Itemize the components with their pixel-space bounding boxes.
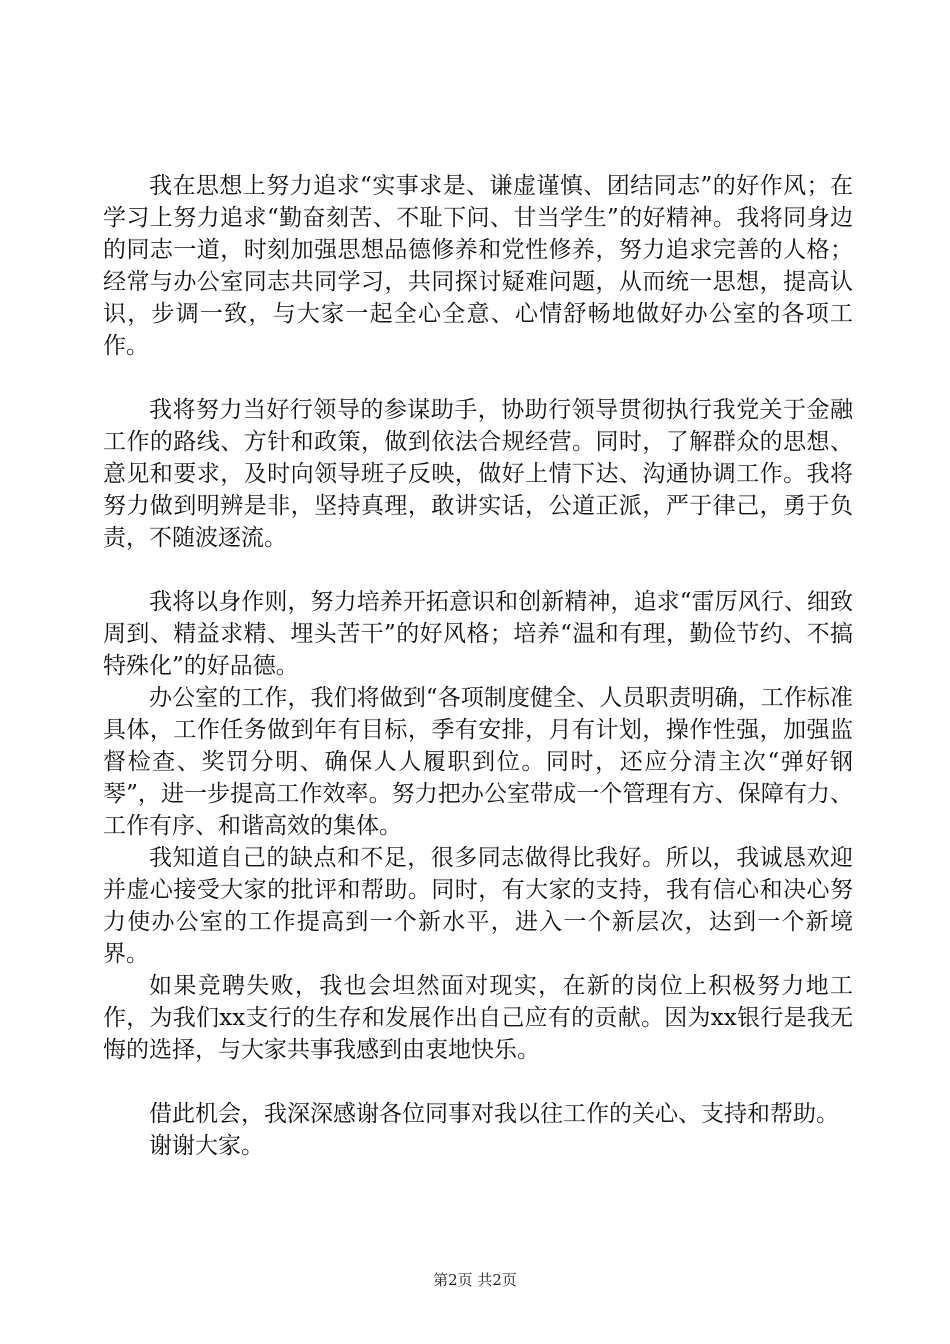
- paragraph-office-work: 办公室的工作，我们将做到“各项制度健全、人员职责明确，工作标准具体，工作任务做到年有目标，季有安排，月有计划，操作性强，加强监督检查、奖罚分明、确保人人履职到位。同时，还应分清主次“弹好钢琴”，进一步提高工作效率。努力把办公室带成一个管理有方、保障有力、工作有序、和谐高效的集体。: [103, 685, 853, 839]
- paragraph-if-fail: 如果竞聘失败，我也会坦然面对现实，在新的岗位上积极努力地工作，为我们xx支行的生存和发展作出自己应有的贡献。因为xx银行是我无悔的选择，与大家共事我感到由衷地快乐。: [103, 973, 853, 1063]
- document-body: [103, 170, 853, 1162]
- paragraph-assistant-role: 我将努力当好行领导的参谋助手，协助行领导贯彻执行我党关于金融工作的路线、方针和政策，做到依法合规经营。同时，了解群众的思想、意见和要求，及时向领导班子反映，做好上情下达、沟通协调工作。我将努力做到明辨是非，坚持真理，敢讲实话，公道正派，严于律己，勇于负责，不随波逐流。: [103, 397, 853, 551]
- paragraph-ideology: 我在思想上努力追求“实事求是、谦虚谨慎、团结同志”的好作风；在学习上努力追求“勤奋刻苦、不耻下问、甘当学生”的好精神。我将同身边的同志一道，时刻加强思想品德修养和党性修养，努力追求完善的人格；经常与办公室同志共同学习，共同探讨疑难问题，从而统一思想，提高认识，步调一致，与大家一起全心全意、心情舒畅地做好办公室的各项工作。: [103, 173, 853, 359]
- paragraph-example: 我将以身作则，努力培养开拓意识和创新精神，追求“雷厉风行、细致周到、精益求精、埋头苦干”的好风格；培养“温和有理，勤俭节约、不搞特殊化”的好品德。: [103, 589, 853, 679]
- paragraph-closing: 谢谢大家。: [149, 1133, 264, 1159]
- page-number-footer: 第2页 共2页: [433, 1271, 517, 1289]
- paragraph-shortcomings: 我知道自己的缺点和不足，很多同志做得比我好。所以，我诚恳欢迎并虚心接受大家的批评和帮助。同时，有大家的支持，我有信心和决心努力使办公室的工作提高到一个新水平，进入一个新层次，达到一个新境界。: [103, 845, 853, 967]
- paragraph-thanks: 借此机会，我深深感谢各位同事对我以往工作的关心、支持和帮助。: [149, 1101, 839, 1127]
